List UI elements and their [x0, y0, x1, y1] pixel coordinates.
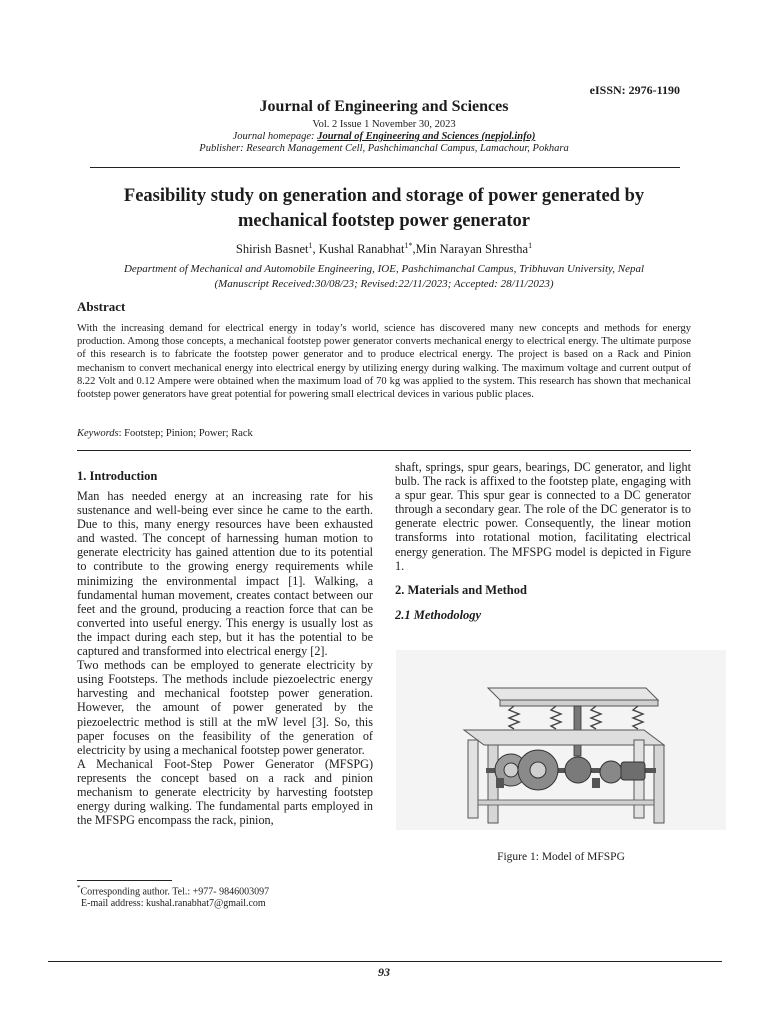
email-address: E-mail address: kushal.ranabhat7@gmail.com — [81, 898, 266, 910]
page-number: 93 — [378, 965, 390, 979]
author-sup: 1 — [308, 241, 313, 250]
abstract-rule — [77, 450, 691, 451]
manuscript-dates: (Manuscript Received:30/08/23; Revised:22/11/2023; Accepted: 28/11/2023) — [214, 278, 554, 290]
publisher-line: Publisher: Research Management Cell, Pashchimanchal Campus, Lamachour, Pokhara — [199, 143, 569, 154]
right-column-text — [395, 460, 691, 573]
footnote-rule — [77, 880, 172, 881]
journal-title: Journal of Engineering and Sciences — [259, 98, 509, 115]
author-list: Shirish Basnet$^1$, Kushal Ranabhat$^{1*}$,Min Narayan Shrestha$^1$ — [235, 241, 533, 257]
corresponding-author — [77, 882, 269, 898]
section-heading-materials: 2. Materials and Method — [395, 583, 527, 597]
author-name: Min Narayan Shrestha — [415, 242, 529, 257]
affiliation: Department of Mechanical and Automobile Engineering, IOE, Pashchimanchal Campus, Tribhuvan University, Nepal — [123, 263, 645, 275]
paper-title — [70, 184, 698, 234]
footnote — [77, 882, 269, 910]
subsection-heading-methodology: 2.1 Methodology — [395, 608, 482, 622]
figure-mfspg-model — [396, 650, 726, 830]
title-line-2: mechanical footstep power generator — [238, 211, 530, 231]
footer-rule — [48, 961, 722, 962]
paragraph: A Mechanical Foot-Step Power Generator (MFSPG) represents the concept based on a rack and pinion mechanism to generate electricity by harvesting footstep energy during walking. The fundamental parts employed in the MFSPG encompass the rack, pinion, — [77, 756, 373, 828]
author-sup: 1 — [528, 241, 533, 250]
title-line-1: Feasibility study on generation and storage of power generated by — [123, 186, 645, 206]
keywords-list: : Footstep; Pinion; Power; Rack — [118, 428, 253, 439]
paragraph: Two methods can be employed to generate electricity by using Footsteps. The methods include piezoelectric energy harvesting and mechanical footstep power generation. However, the amount of power generated by the piezoelectric method is still at the mW level [3]. So, this paper focuses on the feasibility of the generation of electricity by using a mechanical footstep power generator. — [77, 658, 373, 757]
mfspg-model-illustration — [396, 650, 726, 830]
footnote-marker: * — [77, 884, 81, 892]
volume-line: Vol. 2 Issue 1 November 30, 2023 — [312, 119, 456, 130]
paragraph: Man has needed energy at an increasing rate for his sustenance and well-being ever since he came to the earth. Due to this, many energy resources have been exhausted and wasted. The concept of harnessing human motion to generate electricity has gained attention due to its potential to contribute to the growing energy requirements while minimizing the environmental impact [1]. Walking, a fundamental human movement, creates contact between our feet and the ground, producing a reaction force that can be converted into useful energy. This energy is usually lost as the impact during each step, but it has the potential to be captured and transformed into electrical energy [2]. — [77, 489, 373, 659]
section-heading-introduction: 1. Introduction — [77, 469, 158, 483]
author-name: Shirish Basnet — [235, 242, 309, 257]
author-sup: 1* — [404, 241, 413, 250]
left-column — [77, 489, 373, 827]
homepage-link[interactable]: Journal of Engineering and Sciences (nepjol.info) — [317, 131, 536, 142]
author-name: Kushal Ranabhat — [318, 242, 405, 257]
keywords-label: Keywords — [77, 428, 119, 439]
paragraph: shaft, springs, spur gears, bearings, DC generator, and light bulb. The rack is affixed to the footstep plate, engaging with a spur gear. This spur gear is connected to a DC generator through a secondary gear. The role of the DC generator is to generate electric power. Consequently, the linear motion transforms into rotational motion, facilitating electrical energy generation. The MFSPG model is depicted in Figure 1. — [395, 460, 691, 573]
homepage-label: Journal homepage: — [232, 131, 318, 142]
figure-caption: Figure 1: Model of MFSPG — [497, 851, 625, 863]
corresponding-author-text: Corresponding author. Tel.: +977- 9846003097 — [80, 886, 270, 898]
header-rule — [90, 167, 680, 168]
keywords — [77, 428, 253, 439]
abstract-heading: Abstract — [77, 299, 126, 314]
abstract-text: With the increasing demand for electrical energy in today’s world, science has discovered many new concepts and methods for energy production. Among those concepts, a mechanical footstep power generator converts mechanical energy to electrical energy. The ultimate purpose of this research is to fabricate the footstep power generator and to produce electrical energy. The project is based on a Rack and Pinion mechanism to convert mechanical energy into electrical energy by utilizing energy during walking. The maximum voltage and current output of 8.22 Volt and 0.12 Ampere were obtained when the maximum load of 70 kg was applied to the system. This research has shown that mechanical footstep power generators have great potential for powering small electrical devices in various public places. — [77, 323, 691, 401]
eissn: eISSN: 2976-1190 — [589, 83, 680, 97]
